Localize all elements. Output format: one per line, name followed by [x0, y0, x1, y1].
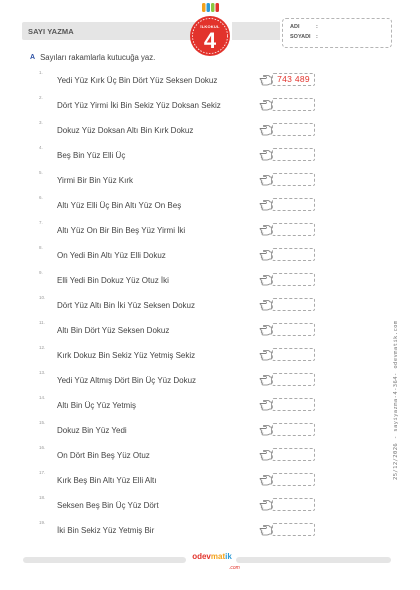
list-item [0, 520, 420, 550]
list-item [0, 395, 420, 425]
surname-row [290, 34, 318, 40]
footer-bar-right [236, 557, 391, 563]
list-item [0, 245, 420, 275]
item-text: On Yedi Bin Altı Yüz Elli Dokuz [57, 251, 166, 260]
list-item [0, 495, 420, 525]
item-number: 11. [39, 320, 45, 325]
item-text: Dört Yüz Altı Bin İki Yüz Seksen Dokuz [57, 301, 195, 310]
answer-box[interactable] [272, 148, 315, 161]
logo-part-c: ik [225, 552, 232, 561]
section-letter: A [30, 54, 36, 61]
answer-box[interactable] [272, 523, 315, 536]
answer-box[interactable] [272, 448, 315, 461]
answer-box[interactable] [272, 423, 315, 436]
item-text: Elli Yedi Bin Dokuz Yüz Otuz İki [57, 276, 169, 285]
item-number: 16. [39, 445, 46, 450]
answer-box[interactable] [272, 98, 315, 111]
item-number: 7. [39, 220, 43, 225]
item-text: Dokuz Yüz Doksan Altı Bin Kırk Dokuz [57, 126, 194, 135]
list-item [0, 195, 420, 225]
item-number: 2. [39, 95, 43, 100]
list-item [0, 470, 420, 500]
answer-box[interactable]: 743 489 [272, 73, 315, 86]
item-number: 12. [39, 345, 46, 350]
instruction-text: Sayıları rakamlarla kutucuğa yaz. [40, 53, 156, 62]
pointing-hand-icon [259, 98, 273, 110]
item-number: 1. [39, 70, 43, 75]
answer-box[interactable] [272, 398, 315, 411]
side-vertical-text: 25/12/2026 - sayiyazma-4-364- odevmatik.com [393, 320, 399, 480]
list-item [0, 70, 420, 100]
list-item [0, 145, 420, 175]
worksheet-title: SAYI YAZMA [28, 26, 74, 36]
list-item [0, 295, 420, 325]
item-text: Altı Yüz On Bir Bin Beş Yüz Yirmi İki [57, 226, 186, 235]
surname-colon: : [316, 34, 318, 40]
list-item [0, 345, 420, 375]
logo-part-b: mat [210, 552, 226, 561]
item-text: Yirmi Bir Bin Yüz Kırk [57, 176, 134, 185]
item-text: Kırk Dokuz Bin Sekiz Yüz Yetmiş Sekiz [57, 351, 196, 360]
pointing-hand-icon [259, 248, 273, 260]
answer-box[interactable] [272, 173, 315, 186]
item-text: Altı Yüz Elli Üç Bin Altı Yüz On Beş [57, 201, 182, 210]
item-number: 3. [39, 120, 43, 125]
item-number: 19. [39, 520, 46, 525]
item-text: Dokuz Bin Yüz Yedi [57, 426, 127, 435]
footer-logo [188, 552, 236, 561]
item-text: Kırk Beş Bin Altı Yüz Elli Altı [57, 476, 157, 485]
pointing-hand-icon [259, 448, 273, 460]
item-text: Dört Yüz Yirmi İki Bin Sekiz Yüz Doksan Sekiz [57, 101, 221, 110]
title-bar-extension [232, 22, 280, 40]
item-number: 8. [39, 245, 43, 250]
answer-box[interactable] [272, 273, 315, 286]
name-label: ADI [290, 24, 300, 30]
answer-box[interactable] [272, 373, 315, 386]
item-number: 15. [39, 420, 46, 425]
item-number: 18. [39, 495, 46, 500]
pointing-hand-icon [259, 223, 273, 235]
item-number: 14. [39, 395, 46, 400]
item-text: Altı Bin Üç Yüz Yetmiş [57, 401, 136, 410]
pointing-hand-icon [259, 198, 273, 210]
footer-bar-left [23, 557, 186, 563]
list-item [0, 220, 420, 250]
item-number: 6. [39, 195, 43, 200]
item-number: 10. [39, 295, 46, 300]
grade-number: 4 [203, 28, 217, 53]
item-number: 13. [39, 370, 46, 375]
pointing-hand-icon [259, 273, 273, 285]
pointing-hand-icon [259, 498, 273, 510]
pointing-hand-icon [259, 298, 273, 310]
instruction [30, 53, 155, 62]
item-number: 5. [39, 170, 43, 175]
item-number: 9. [39, 270, 43, 275]
logo-subtitle: .com [229, 565, 240, 571]
pointing-hand-icon [259, 398, 273, 410]
list-item [0, 445, 420, 475]
grade-label: İLKOKUL [200, 24, 220, 29]
pointing-hand-icon [259, 423, 273, 435]
list-item [0, 270, 420, 300]
pointing-hand-icon [259, 173, 273, 185]
student-name-box[interactable] [282, 18, 392, 48]
grade-badge [188, 3, 232, 59]
list-item [0, 420, 420, 450]
list-item [0, 370, 420, 400]
answer-box[interactable] [272, 248, 315, 261]
answer-box[interactable] [272, 298, 315, 311]
pointing-hand-icon [259, 523, 273, 535]
pointing-hand-icon [259, 123, 273, 135]
list-item [0, 120, 420, 150]
answer-box[interactable] [272, 473, 315, 486]
name-row [290, 24, 318, 30]
list-item [0, 95, 420, 125]
logo-part-a: odev [192, 552, 211, 561]
item-text: Yedi Yüz Kırk Üç Bin Dört Yüz Seksen Dokuz [57, 76, 218, 85]
item-number: 4. [39, 145, 43, 150]
item-number: 17. [39, 470, 46, 475]
pointing-hand-icon [259, 373, 273, 385]
pointing-hand-icon [259, 323, 273, 335]
pointing-hand-icon [259, 148, 273, 160]
answer-box[interactable] [272, 323, 315, 336]
item-text: Altı Bin Dört Yüz Seksen Dokuz [57, 326, 170, 335]
worksheet-title-bar [22, 22, 198, 40]
item-text: Yedi Yüz Altmış Dört Bin Üç Yüz Dokuz [57, 376, 197, 385]
item-text: Seksen Beş Bin Üç Yüz Dört [57, 501, 159, 510]
item-text: On Dört Bin Beş Yüz Otuz [57, 451, 150, 460]
list-item [0, 170, 420, 200]
name-colon: : [316, 24, 318, 30]
answer-box[interactable] [272, 223, 315, 236]
pointing-hand-icon [259, 348, 273, 360]
surname-label: SOYADI [290, 34, 311, 40]
answer-box[interactable] [272, 198, 315, 211]
answer-box[interactable] [272, 123, 315, 136]
answer-box[interactable] [272, 348, 315, 361]
list-item [0, 320, 420, 350]
item-text: İki Bin Sekiz Yüz Yetmiş Bir [57, 526, 155, 535]
pointing-hand-icon [259, 473, 273, 485]
item-text: Beş Bin Yüz Elli Üç [57, 151, 126, 160]
answer-box[interactable] [272, 498, 315, 511]
pointing-hand-icon [259, 73, 273, 85]
